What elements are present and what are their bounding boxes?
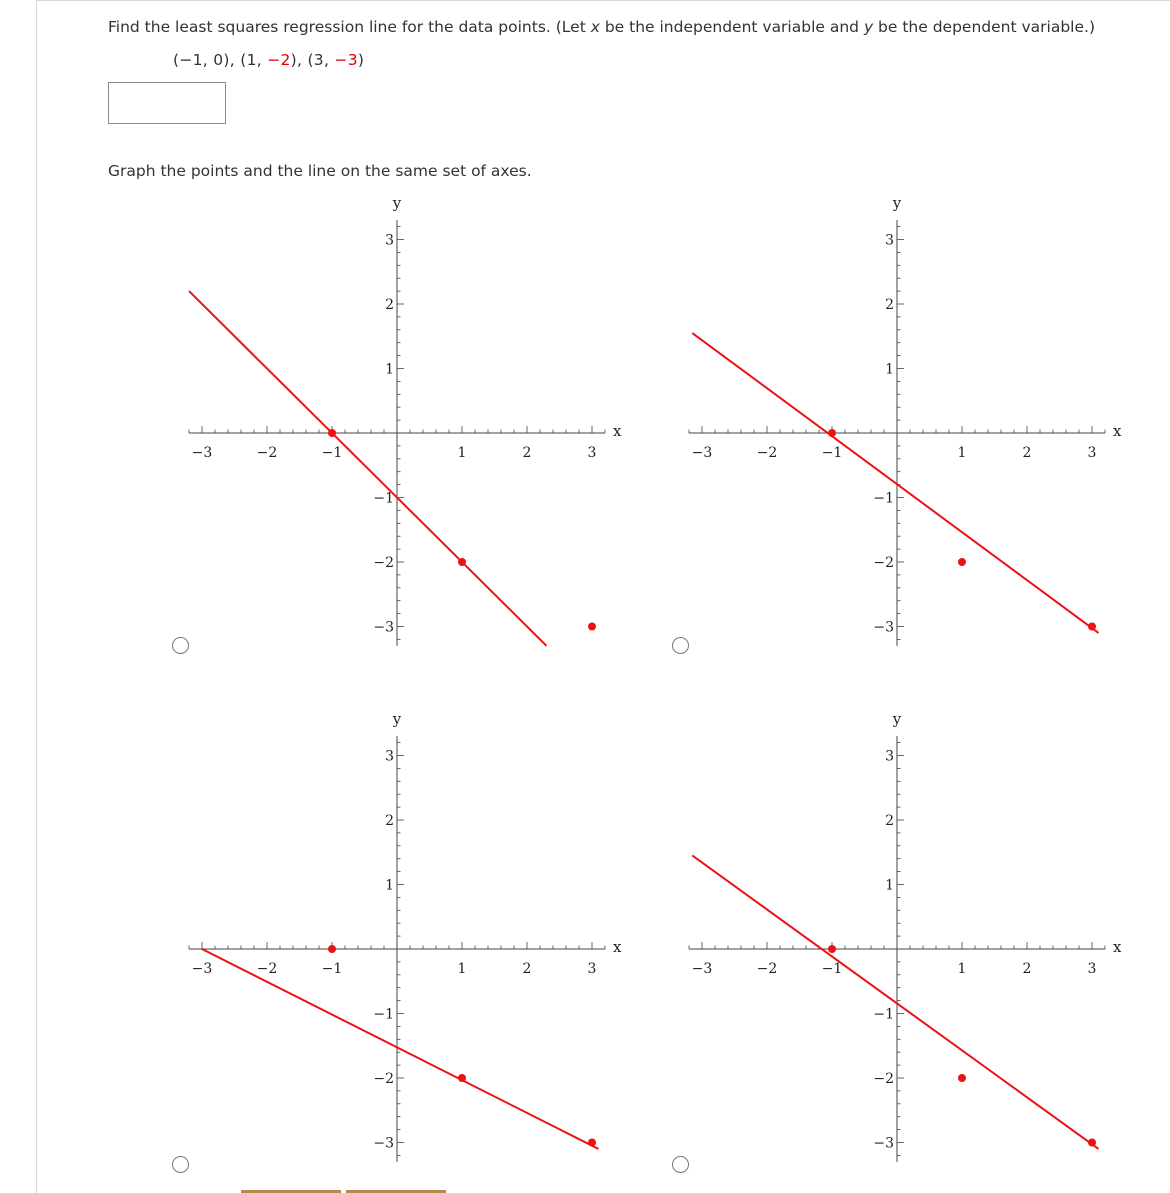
y-tick-label: −2: [373, 1071, 394, 1087]
graph-option-c: [175, 706, 622, 1176]
x-tick-label: 1: [457, 961, 467, 977]
y-tick-label: 2: [385, 813, 394, 829]
x-tick-label: −3: [191, 961, 213, 977]
y-tick-label: −1: [373, 1006, 394, 1023]
y-tick-label: −3: [373, 619, 394, 636]
data-point: [828, 429, 836, 437]
y-tick-label: 1: [385, 877, 394, 894]
data-point: [458, 558, 466, 566]
x-tick-label: −2: [256, 445, 278, 461]
x-tick-label: −3: [691, 961, 713, 977]
y-axis-label: y: [892, 710, 902, 729]
radio-option-b[interactable]: [672, 637, 689, 654]
y-variable: y: [863, 18, 874, 36]
x-tick-label: −1: [821, 961, 843, 977]
point-value: 0: [213, 51, 224, 69]
data-point: [958, 558, 966, 566]
graph-instruction: Graph the points and the line on the same set of axes.: [108, 162, 532, 180]
y-tick-label: 2: [885, 297, 894, 313]
x-axis-label: x: [613, 422, 622, 440]
y-axis-label: y: [892, 194, 902, 213]
data-point: [458, 1074, 466, 1082]
y-tick-label: 3: [885, 232, 894, 249]
x-tick-label: 2: [522, 961, 532, 977]
regression-line: [692, 333, 1098, 633]
x-axis-label: x: [1113, 938, 1122, 956]
data-point: [1088, 623, 1096, 631]
data-point: [958, 1074, 966, 1082]
y-tick-label: −2: [873, 1071, 894, 1087]
x-tick-label: −1: [321, 445, 343, 461]
regression-answer-input[interactable]: [108, 82, 226, 124]
x-tick-label: −2: [256, 961, 278, 977]
data-point: [328, 945, 336, 953]
x-tick-label: 3: [1087, 961, 1097, 977]
radio-option-c[interactable]: [172, 1156, 189, 1173]
y-tick-label: 1: [385, 361, 394, 378]
y-tick-label: 3: [885, 748, 894, 765]
y-tick-label: 3: [385, 232, 394, 249]
graph-option-b: [675, 190, 1122, 660]
point-value-negative: −3: [334, 51, 358, 69]
x-tick-label: 2: [522, 445, 532, 461]
x-tick-label: 1: [957, 445, 967, 461]
graph-option-d: [675, 706, 1122, 1176]
y-tick-label: −1: [873, 1006, 894, 1023]
x-tick-label: −3: [691, 445, 713, 461]
data-point: [588, 1139, 596, 1147]
y-tick-label: −1: [873, 490, 894, 507]
regression-line: [692, 855, 1098, 1148]
regression-line: [202, 949, 599, 1149]
radio-option-a[interactable]: [172, 637, 189, 654]
y-tick-label: 3: [385, 748, 394, 765]
y-tick-label: 2: [385, 297, 394, 313]
y-tick-label: −1: [373, 490, 394, 507]
x-variable: x: [590, 18, 600, 36]
y-tick-label: −3: [873, 619, 894, 636]
data-point: [828, 945, 836, 953]
graph-option-a: [175, 190, 622, 660]
y-tick-label: 1: [885, 361, 894, 378]
y-tick-label: −2: [873, 555, 894, 571]
y-tick-label: −2: [373, 555, 394, 571]
x-tick-label: 1: [957, 961, 967, 977]
x-tick-label: −1: [321, 961, 343, 977]
data-point: [328, 429, 336, 437]
x-tick-label: −2: [756, 445, 778, 461]
y-tick-label: 2: [885, 813, 894, 829]
y-tick-label: 1: [885, 877, 894, 894]
x-tick-label: −1: [821, 445, 843, 461]
x-tick-label: 3: [587, 445, 597, 461]
y-axis-label: y: [392, 710, 402, 729]
x-tick-label: 3: [1087, 445, 1097, 461]
data-point: [588, 623, 596, 631]
x-tick-label: 2: [1022, 961, 1032, 977]
x-tick-label: −3: [191, 445, 213, 461]
point-value-negative: −2: [267, 51, 291, 69]
data-point: [1088, 1139, 1096, 1147]
y-tick-label: −3: [373, 1135, 394, 1152]
x-tick-label: 3: [587, 961, 597, 977]
y-axis-label: y: [392, 194, 402, 213]
question-text: Find the least squares regression line for the data points. (Let x be the independent variable and y be the dependent variable.): [108, 18, 1095, 36]
x-axis-label: x: [1113, 422, 1122, 440]
x-tick-label: 2: [1022, 445, 1032, 461]
x-tick-label: 1: [457, 445, 467, 461]
data-points: (−1, 0), (1, −2), (3, −3): [173, 51, 365, 69]
radio-option-d[interactable]: [672, 1156, 689, 1173]
x-tick-label: −2: [756, 961, 778, 977]
x-axis-label: x: [613, 938, 622, 956]
regression-line: [189, 291, 547, 646]
y-tick-label: −3: [873, 1135, 894, 1152]
